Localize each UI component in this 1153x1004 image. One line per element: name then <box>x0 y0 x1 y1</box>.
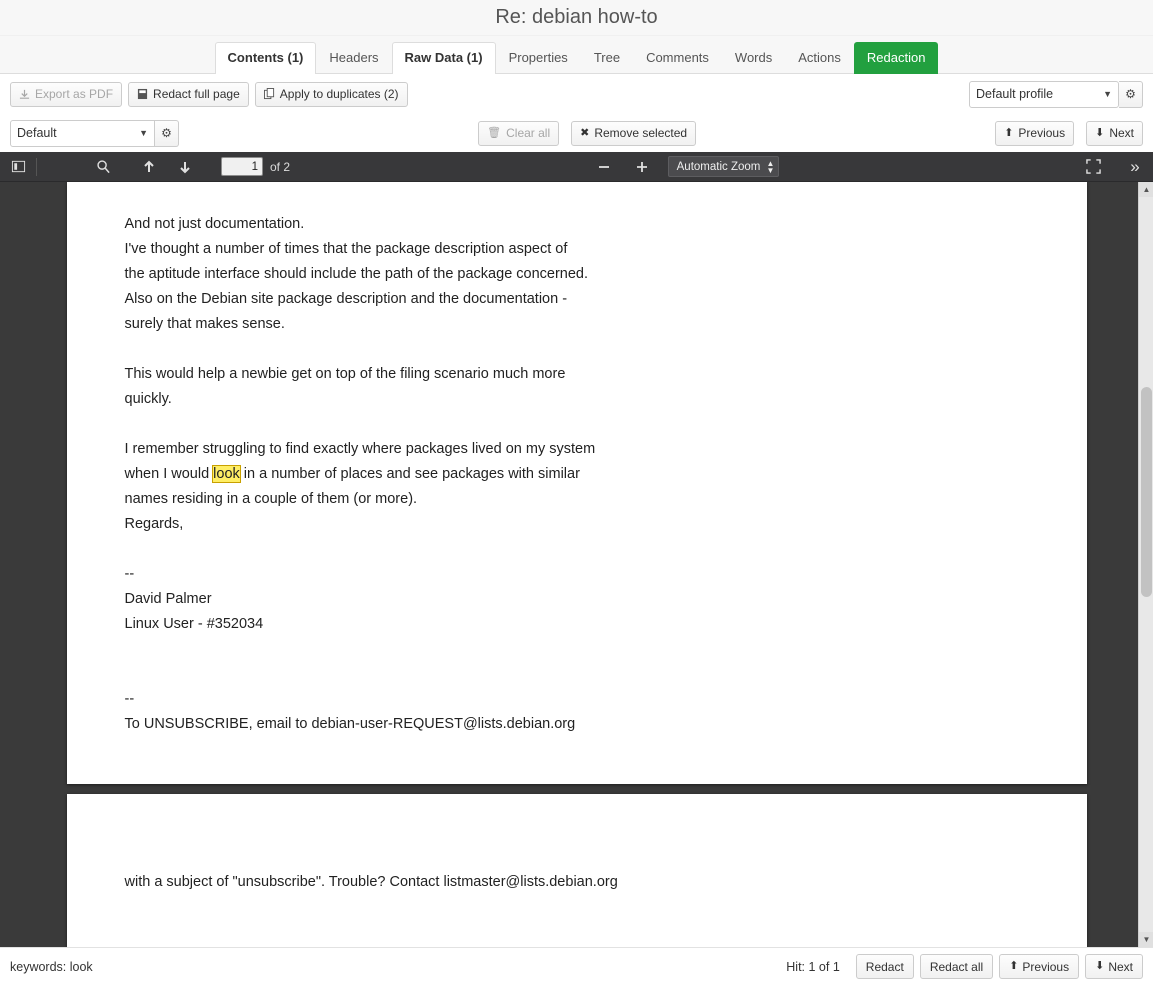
pdf-toolbar <box>0 152 1153 182</box>
tab-comments[interactable]: Comments <box>646 50 709 65</box>
redact-full-page-label: Redact full page <box>153 87 240 101</box>
doc-line: quickly. <box>124 391 172 407</box>
zoom-in-icon[interactable] <box>628 155 656 179</box>
sidebar-toggle-icon[interactable] <box>4 155 32 179</box>
arrow-up-icon: ⬆ <box>1009 960 1019 972</box>
pdf-scroll-area[interactable] <box>0 182 1153 947</box>
tabstrip <box>0 36 1153 74</box>
trash-icon: 🗑 <box>487 126 502 139</box>
copy-icon <box>264 88 275 100</box>
presentation-mode-icon[interactable] <box>1079 155 1107 179</box>
keyword-profile-select[interactable] <box>10 120 155 147</box>
arrow-up-icon: ⬆ <box>1004 126 1014 139</box>
doc-line: the aptitude interface should include the path of the package concerned. <box>124 266 589 282</box>
redact-page-icon <box>137 88 148 100</box>
scroll-up-arrow-icon[interactable]: ▲ <box>1139 182 1153 197</box>
arrow-down-icon: ⬇ <box>1095 126 1105 139</box>
redact-all-button[interactable] <box>920 954 993 979</box>
doc-line-blank <box>125 337 1029 362</box>
remove-selected-button[interactable] <box>571 121 696 146</box>
tab-list <box>215 41 939 73</box>
keyword-profile-group <box>10 120 179 147</box>
clear-all-button[interactable] <box>478 121 559 146</box>
statusbar-previous-button[interactable] <box>999 954 1079 979</box>
statusbar-next-button[interactable] <box>1085 954 1143 979</box>
chevron-down-icon: ▼ <box>139 128 148 138</box>
scrollbar-thumb[interactable] <box>1141 387 1152 597</box>
zoom-out-icon[interactable] <box>590 155 618 179</box>
pdf-pages <box>0 182 1153 947</box>
doc-line: -- <box>124 566 135 582</box>
doc-line: Linux User - #352034 <box>124 616 264 632</box>
export-as-pdf-button[interactable] <box>10 82 122 107</box>
doc-line-blank <box>125 537 1029 562</box>
gear-icon: ⚙ <box>1125 87 1136 101</box>
remove-selected-label: Remove selected <box>594 126 688 140</box>
doc-line: This would help a newbie get on top of the filing scenario much more <box>124 366 566 382</box>
tab-contents[interactable]: Contents (1) <box>215 42 317 74</box>
doc-line-with-hit <box>125 462 1029 487</box>
statusbar-next-label: Next <box>1108 959 1133 974</box>
tab-tree[interactable]: Tree <box>593 50 621 65</box>
pdf-page-2 <box>67 794 1087 947</box>
statusbar-previous-label: Previous <box>1022 959 1070 974</box>
doc-line-blank <box>125 412 1029 437</box>
page-title: Re: debian how-to <box>495 6 658 28</box>
keywords-label: keywords: look <box>10 959 93 974</box>
scroll-down-arrow-icon[interactable]: ▼ <box>1139 932 1153 947</box>
export-as-pdf-label: Export as PDF <box>35 87 114 101</box>
page-number-input[interactable] <box>221 157 263 176</box>
toolbar-divider <box>36 158 37 176</box>
download-icon <box>19 89 30 100</box>
doc-line: -- <box>124 691 135 707</box>
doc-line: surely that makes sense. <box>124 316 285 332</box>
doc-line: Regards, <box>124 516 184 532</box>
selection-actions <box>478 121 696 146</box>
pdf-viewer <box>0 152 1153 947</box>
apply-to-duplicates-button[interactable] <box>255 82 408 107</box>
gear-icon: ⚙ <box>161 126 172 140</box>
doc-text-after-hit: in a number of places and see packages with similar <box>239 466 580 482</box>
hit-navigation <box>995 121 1143 146</box>
doc-line: To UNSUBSCRIBE, email to debian-user-REQUEST@lists.debian.org <box>124 716 576 732</box>
previous-hit-button[interactable] <box>995 121 1074 146</box>
tab-words[interactable]: Words <box>734 50 773 65</box>
page-total-label: of 2 <box>270 159 291 174</box>
hit-counter: Hit: 1 of 1 <box>786 959 840 974</box>
search-hit-highlight[interactable]: look <box>213 466 240 482</box>
redact-label: Redact <box>865 959 904 974</box>
chevron-down-icon: ▼ <box>1103 89 1112 99</box>
close-icon: ✖ <box>580 126 590 139</box>
clear-all-label: Clear all <box>506 126 551 140</box>
zoom-select-value: Automatic Zoom <box>676 160 761 173</box>
doc-text-before-hit: when I would <box>124 466 214 482</box>
doc-line: I remember struggling to find exactly where packages lived on my system <box>124 441 596 457</box>
doc-line-blank <box>125 662 1029 687</box>
keyword-toolbar <box>0 114 1153 152</box>
pdf-page-1 <box>67 182 1087 784</box>
redact-full-page-button[interactable] <box>128 82 249 107</box>
doc-line: Also on the Debian site package description and the documentation - <box>124 291 568 307</box>
tab-properties[interactable]: Properties <box>508 50 568 65</box>
profile-select-value: Default profile <box>976 87 1054 101</box>
next-hit-button[interactable] <box>1086 121 1143 146</box>
profile-select[interactable] <box>969 81 1119 108</box>
page-clip-top <box>67 182 1087 196</box>
next-page-icon[interactable] <box>171 155 199 179</box>
keyword-profile-settings-button[interactable] <box>155 120 179 147</box>
redact-all-label: Redact all <box>929 959 984 974</box>
profile-settings-button[interactable] <box>1119 81 1143 108</box>
doc-line: with a subject of "unsubscribe". Trouble? Contact listmaster@lists.debian.org <box>124 874 618 890</box>
tab-raw-data[interactable]: Raw Data (1) <box>392 42 496 74</box>
keyword-profile-value: Default <box>17 126 57 140</box>
previous-hit-label: Previous <box>1018 126 1066 140</box>
more-tools-icon[interactable]: » <box>1130 156 1140 176</box>
doc-line: names residing in a couple of them (or more). <box>124 491 418 507</box>
redact-button[interactable] <box>856 954 914 979</box>
statusbar <box>0 947 1153 985</box>
redaction-toolbar <box>0 74 1153 114</box>
apply-to-duplicates-label: Apply to duplicates (2) <box>279 87 399 101</box>
arrow-down-icon: ⬇ <box>1095 960 1105 972</box>
tab-headers[interactable]: Headers <box>329 50 379 65</box>
next-hit-label: Next <box>1109 126 1135 140</box>
doc-line: And not just documentation. <box>124 216 305 232</box>
search-icon[interactable] <box>89 155 117 179</box>
doc-line-blank <box>125 637 1029 662</box>
window-titlebar <box>0 0 1153 36</box>
doc-line: David Palmer <box>124 591 212 607</box>
previous-page-icon[interactable] <box>135 155 163 179</box>
tab-actions[interactable]: Actions <box>798 50 841 65</box>
pdf-vertical-scrollbar[interactable] <box>1138 182 1153 947</box>
zoom-select[interactable] <box>668 156 780 177</box>
profile-selector-group <box>969 81 1143 108</box>
doc-line: I've thought a number of times that the package description aspect of <box>124 241 568 257</box>
updown-arrows-icon: ▲ ▼ <box>766 158 775 175</box>
tab-redaction[interactable]: Redaction <box>854 42 939 74</box>
